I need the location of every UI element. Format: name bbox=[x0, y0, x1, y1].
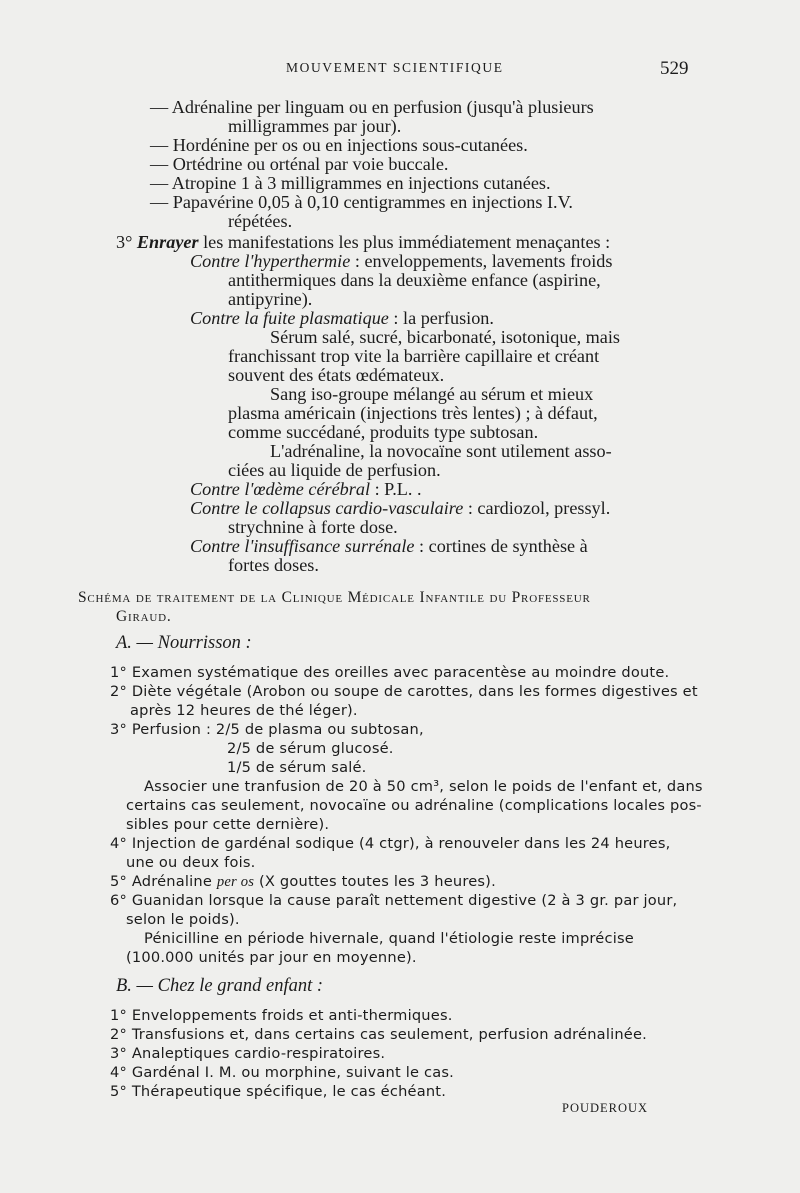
drug-line: répétées. bbox=[228, 211, 293, 231]
fuite-text: : la perfusion. bbox=[393, 308, 494, 328]
body-line: strychnine à forte dose. bbox=[228, 517, 398, 537]
list-item: 1° Enveloppements froids et anti-thermiques. bbox=[110, 1007, 453, 1024]
list-item: 4° Gardénal I. M. ou morphine, suivant le cas. bbox=[110, 1064, 455, 1081]
page-number: 529 bbox=[660, 58, 689, 79]
section-b-heading: B. — Chez le grand enfant : bbox=[116, 976, 324, 996]
surrenale-text: : cortines de synthèse à bbox=[419, 536, 588, 556]
collapsus-line bbox=[190, 498, 610, 518]
hyperthermie-line bbox=[190, 251, 612, 271]
author-signature: POUDEROUX bbox=[562, 1101, 649, 1115]
collapsus-label: Contre le collapsus cardio-vasculaire bbox=[190, 498, 464, 518]
fuite-label: Contre la fuite plasmatique bbox=[190, 308, 389, 328]
schema-title-cont: Giraud. bbox=[116, 608, 172, 625]
section-3-keyword: Enrayer bbox=[136, 232, 199, 252]
hyperthermie-text: : enveloppements, lavements froids bbox=[354, 251, 613, 271]
drug-line: — Papavérine 0,05 à 0,10 centigrammes en injections I.V. bbox=[150, 192, 573, 212]
body-line: L'adrénaline, la novocaïne sont utilement asso- bbox=[270, 441, 612, 461]
drug-line: — Adrénaline per linguam ou en perfusion (jusqu'à plusieurs bbox=[150, 97, 594, 117]
list-line: selon le poids). bbox=[126, 911, 240, 928]
running-title: MOUVEMENT SCIENTIFIQUE bbox=[286, 60, 504, 75]
oedeme-label: Contre l'œdème cérébral bbox=[190, 479, 371, 499]
surrenale-line bbox=[190, 536, 588, 556]
list-line: 1° Examen systématique des oreilles avec paracentèse au moindre doute. bbox=[110, 664, 670, 681]
section-a-heading: A. — Nourrisson : bbox=[116, 633, 252, 653]
body-line: plasma américain (injections très lentes) ; à défaut, bbox=[228, 403, 598, 423]
list-item: 3° Analeptiques cardio-respiratoires. bbox=[110, 1045, 386, 1062]
per-os: per os bbox=[216, 874, 255, 890]
list-line: 2° Diète végétale (Arobon ou soupe de carottes, dans les formes digestives et bbox=[110, 683, 698, 700]
body-line: antipyrine). bbox=[228, 289, 313, 309]
list-line: après 12 heures de thé léger). bbox=[130, 702, 358, 719]
body-line: ciées au liquide de perfusion. bbox=[228, 460, 441, 480]
list-line: sibles pour cette dernière). bbox=[126, 816, 330, 833]
oedeme-text: : P.L. . bbox=[374, 479, 422, 499]
list-line: (100.000 unités par jour en moyenne). bbox=[126, 949, 417, 966]
body-line: Sérum salé, sucré, bicarbonaté, isotonique, mais bbox=[270, 327, 621, 347]
collapsus-text: : cardiozol, pressyl. bbox=[467, 498, 611, 518]
page-header bbox=[0, 60, 800, 82]
list-line: Associer une tranfusion de 20 à 50 cm³, selon le poids de l'enfant et, dans bbox=[144, 778, 703, 795]
fuite-line bbox=[190, 308, 494, 328]
list-line: 2/5 de sérum glucosé. bbox=[227, 740, 394, 757]
list-item: 2° Transfusions et, dans certains cas seulement, perfusion adrénalinée. bbox=[110, 1026, 647, 1043]
drug-line: — Atropine 1 à 3 milligrammes en injections cutanées. bbox=[150, 173, 551, 193]
body-line: fortes doses. bbox=[228, 555, 319, 575]
list-line: Pénicilline en période hivernale, quand l'étiologie reste imprécise bbox=[144, 930, 634, 947]
surrenale-label: Contre l'insuffisance surrénale bbox=[190, 536, 415, 556]
list-line: certains cas seulement, novocaïne ou adrénaline (complications locales pos- bbox=[126, 797, 702, 814]
list-line: 3° Perfusion : 2/5 de plasma ou subtosan, bbox=[110, 721, 424, 738]
drug-line: — Ortédrine ou orténal par voie buccale. bbox=[150, 154, 449, 174]
section-3-heading bbox=[116, 232, 610, 252]
body-line: antithermiques dans la deuxième enfance (aspirine, bbox=[228, 270, 601, 290]
list-item: 5° Thérapeutique spécifique, le cas échéant. bbox=[110, 1083, 447, 1100]
drug-line: milligrammes par jour). bbox=[228, 116, 402, 136]
section-number: 3° bbox=[116, 232, 133, 252]
body-line: Sang iso-groupe mélangé au sérum et mieux bbox=[270, 384, 594, 404]
dose-text: (X gouttes toutes les 3 heures). bbox=[258, 873, 496, 890]
body-line: souvent des états œdémateux. bbox=[228, 365, 445, 385]
adrenaline-label: 5° Adrénaline bbox=[110, 873, 212, 890]
body-line: comme succédané, produits type subtosan. bbox=[228, 422, 539, 442]
drug-line: — Hordénine per os ou en injections sous-cutanées. bbox=[150, 135, 528, 155]
list-line bbox=[110, 873, 496, 891]
section-3-heading-text: les manifestations les plus immédiatement menaçantes : bbox=[203, 232, 611, 252]
oedeme-line bbox=[190, 479, 422, 499]
body-line: franchissant trop vite la barrière capillaire et créant bbox=[228, 346, 600, 366]
schema-title: Schéma de traitement de la Clinique Médicale Infantile du Professeur bbox=[78, 589, 591, 606]
list-line: une ou deux fois. bbox=[126, 854, 256, 871]
list-line: 4° Injection de gardénal sodique (4 ctgr), à renouveler dans les 24 heures, bbox=[110, 835, 671, 852]
list-line: 1/5 de sérum salé. bbox=[227, 759, 367, 776]
hyperthermie-label: Contre l'hyperthermie bbox=[190, 251, 351, 271]
list-line: 6° Guanidan lorsque la cause paraît nettement digestive (2 à 3 gr. par jour, bbox=[110, 892, 678, 909]
